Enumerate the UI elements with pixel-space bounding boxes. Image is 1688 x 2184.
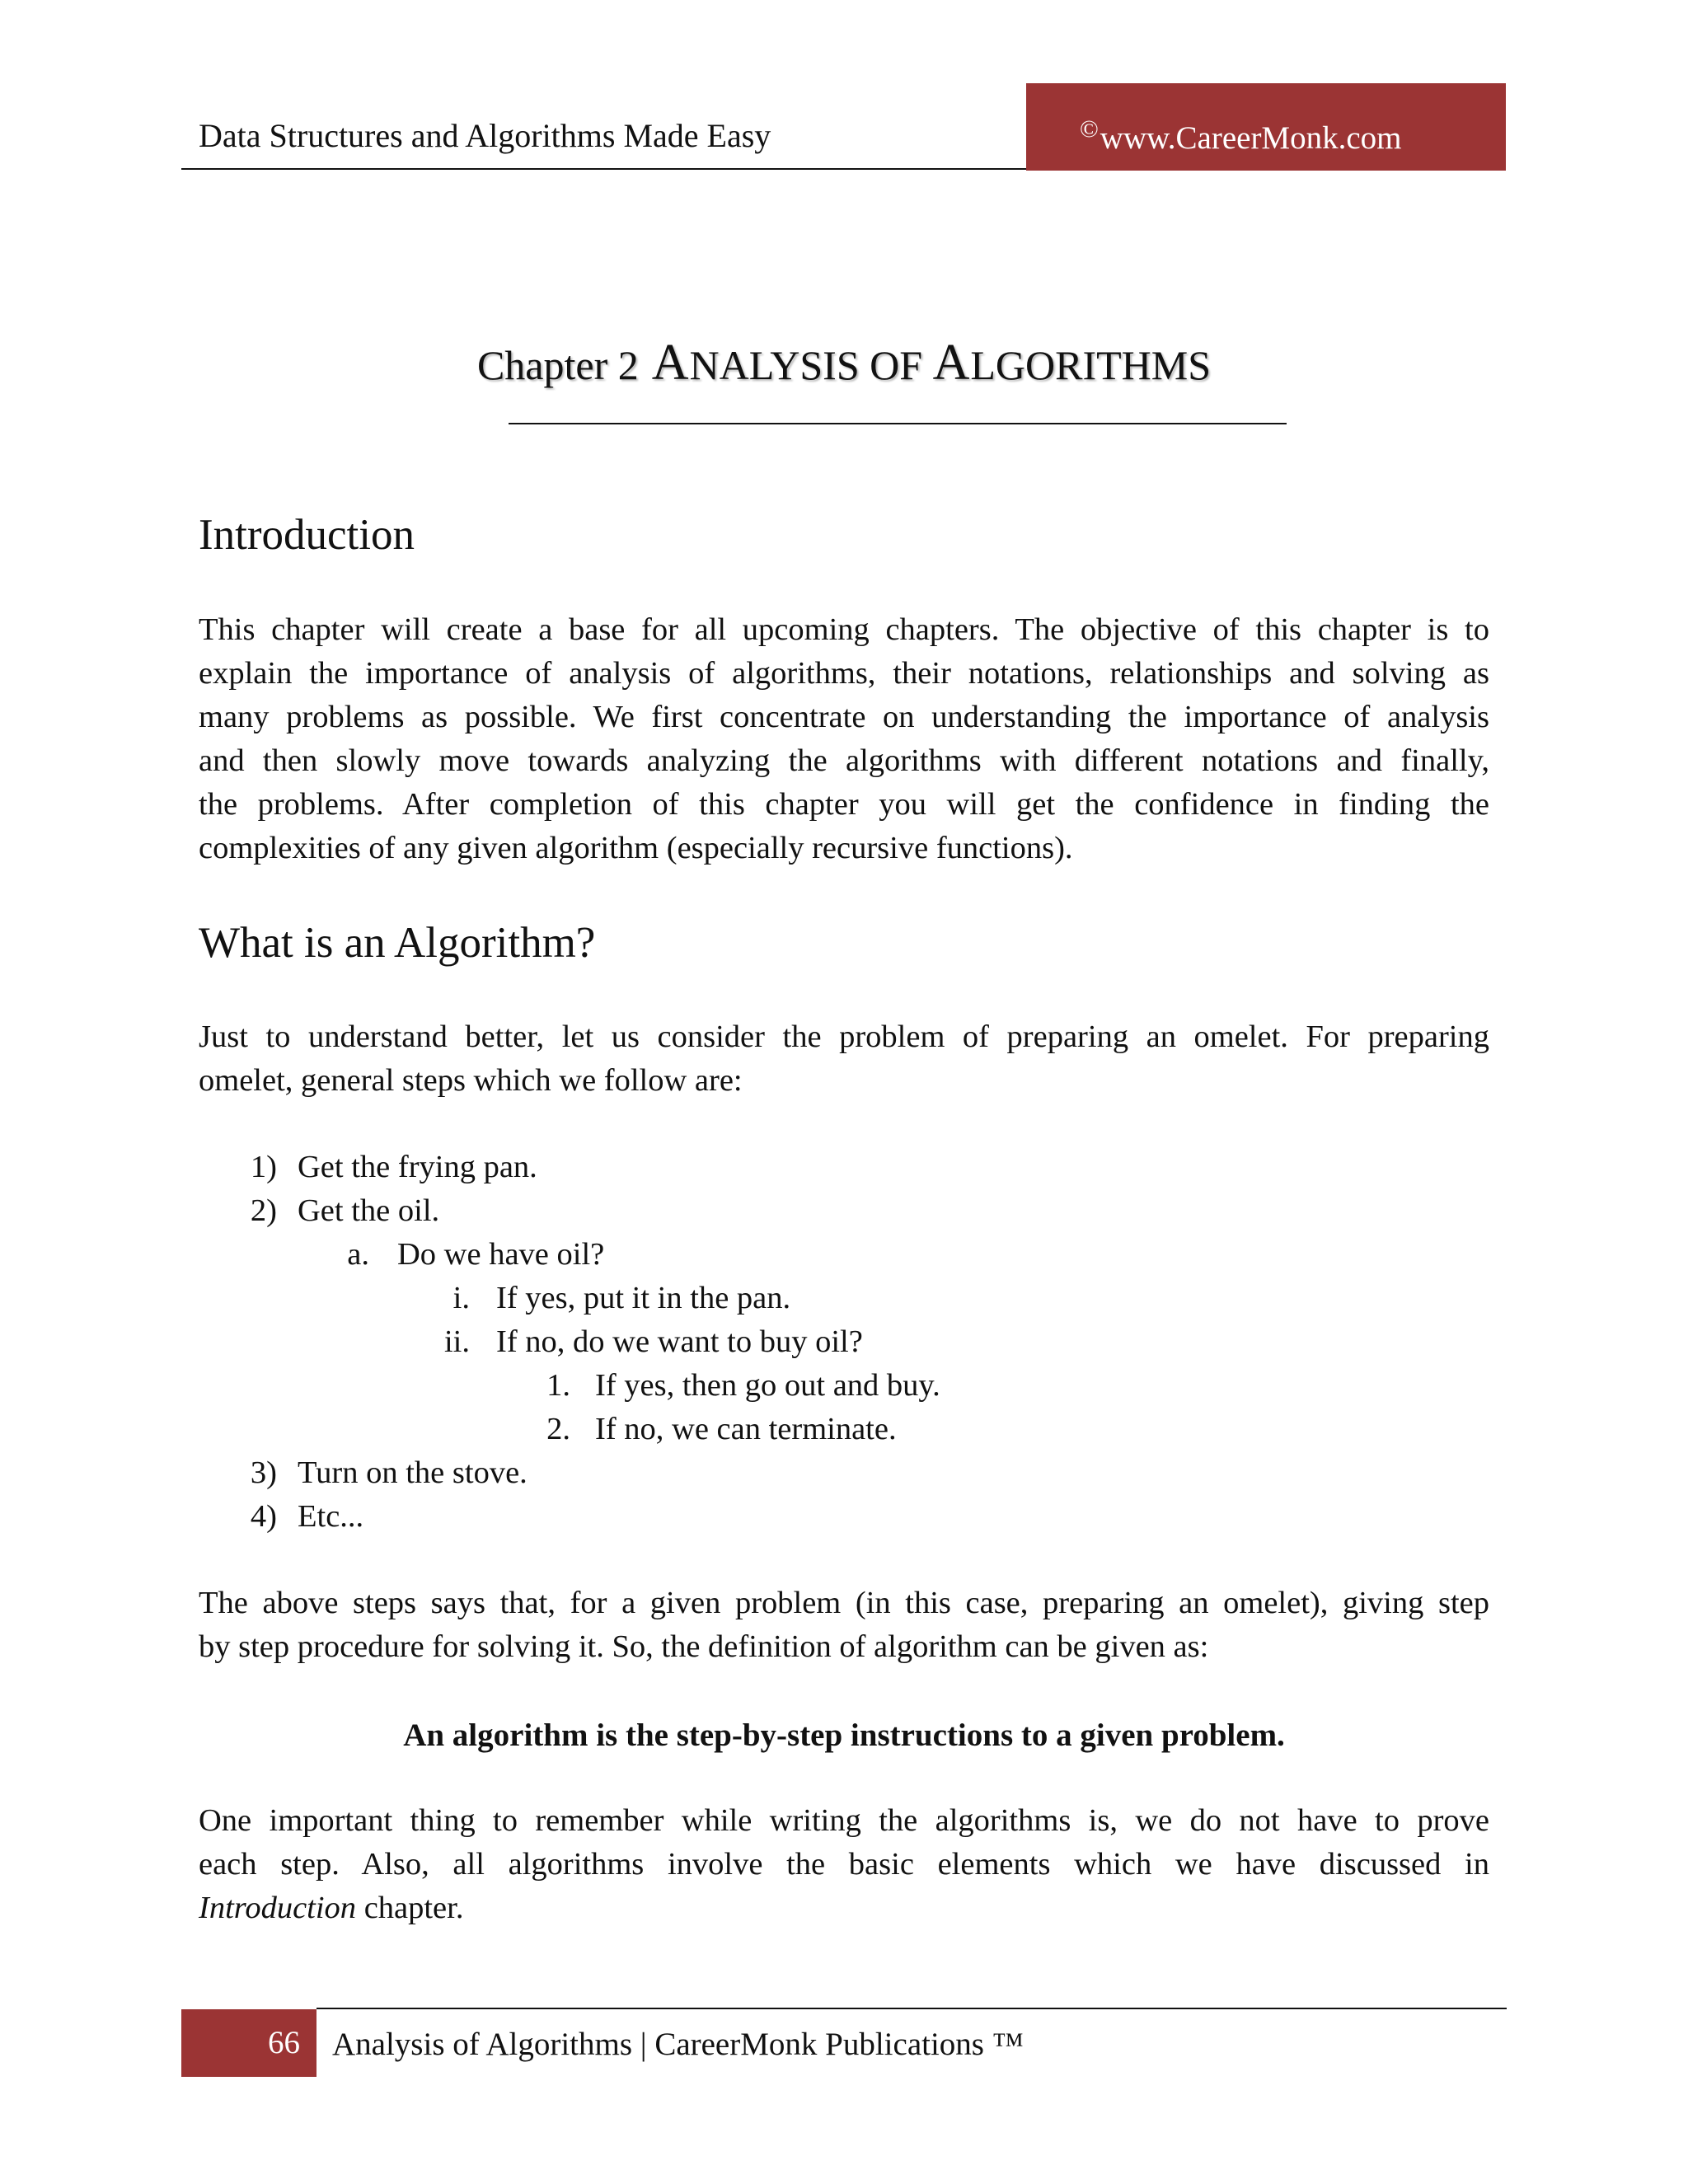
algo-paragraph bbox=[199, 1015, 1489, 1103]
algo-line: omelet, general steps which we follow are: bbox=[199, 1063, 743, 1098]
list-number: ii. bbox=[443, 1324, 470, 1359]
chapter-number: Chapter 2 bbox=[476, 342, 639, 388]
footer-text: Analysis of Algorithms | CareerMonk Publications ™ bbox=[332, 2027, 1024, 2062]
chapter-title bbox=[0, 334, 1688, 394]
intro-line: This chapter will create a base for all upcoming chapters. The objective of this chapter is to bbox=[199, 612, 1489, 647]
list-text: Do we have oil? bbox=[397, 1237, 605, 1272]
copyright-symbol: © bbox=[1080, 115, 1099, 143]
list-number: 1. bbox=[546, 1368, 570, 1403]
list-text: If yes, put it in the pan. bbox=[496, 1281, 791, 1315]
page-number: 66 bbox=[268, 2025, 300, 2060]
chapter-title-rule bbox=[509, 423, 1287, 424]
list-number: i. bbox=[452, 1281, 470, 1315]
algorithm-definition: An algorithm is the step-by-step instructions to a given problem. bbox=[403, 1718, 1285, 1753]
intro-line: the problems. After completion of this chapter you will get the confidence in finding the bbox=[199, 787, 1489, 822]
list-text: If yes, then go out and buy. bbox=[595, 1368, 940, 1403]
list-number: 2. bbox=[546, 1412, 570, 1446]
chapter-title-w3-cap: A bbox=[932, 335, 971, 391]
intro-line: explain the importance of analysis of algorithms, their notations, relationships and solving as bbox=[199, 656, 1489, 691]
footer-rule bbox=[316, 2008, 1507, 2009]
intro-paragraph bbox=[199, 608, 1489, 870]
chapter-title-w3-rest: LGORITHMS bbox=[970, 342, 1212, 388]
list-number: 4) bbox=[250, 1499, 277, 1534]
closing-tail: chapter. bbox=[356, 1891, 464, 1925]
heading-introduction: Introduction bbox=[199, 511, 415, 559]
list-number: 3) bbox=[250, 1455, 277, 1490]
list-number: a. bbox=[347, 1237, 369, 1272]
list-number: 2) bbox=[250, 1193, 277, 1228]
list-text: If no, do we want to buy oil? bbox=[496, 1324, 863, 1359]
list-text: Etc... bbox=[298, 1499, 364, 1534]
closing-paragraph bbox=[199, 1799, 1489, 1930]
algo-line: Just to understand better, let us consider the problem of preparing an omelet. For preparing bbox=[199, 1019, 1489, 1054]
after-steps-line: The above steps says that, for a given problem (in this case, preparing an omelet), giving step bbox=[199, 1586, 1489, 1620]
list-text: Turn on the stove. bbox=[298, 1455, 528, 1490]
header-url bbox=[1080, 110, 1402, 157]
chapter-title-w1-rest: NALYSIS bbox=[689, 342, 860, 388]
list-text: If no, we can terminate. bbox=[595, 1412, 897, 1446]
chapter-title-w2: OF bbox=[870, 342, 923, 388]
introduction-reference: Introduction bbox=[199, 1891, 357, 1925]
after-steps-paragraph bbox=[199, 1582, 1489, 1669]
list-text: Get the oil. bbox=[298, 1193, 440, 1228]
after-steps-line: by step procedure for solving it. So, the definition of algorithm can be given as: bbox=[199, 1629, 1209, 1664]
closing-line: One important thing to remember while writing the algorithms is, we do not have to prove bbox=[199, 1803, 1489, 1838]
closing-line: each step. Also, all algorithms involve the basic elements which we have discussed in bbox=[199, 1847, 1489, 1882]
closing-line-last bbox=[199, 1886, 1489, 1930]
list-number: 1) bbox=[250, 1150, 277, 1184]
chapter-title-w1-cap: A bbox=[651, 335, 690, 391]
list-text: Get the frying pan. bbox=[298, 1150, 537, 1184]
intro-line: many problems as possible. We first concentrate on understanding the importance of analysis bbox=[199, 700, 1489, 734]
intro-line: complexities of any given algorithm (especially recursive functions). bbox=[199, 831, 1073, 865]
heading-what-is-algorithm: What is an Algorithm? bbox=[199, 919, 596, 967]
intro-line: and then slowly move towards analyzing the algorithms with different notations and finally, bbox=[199, 743, 1489, 778]
header-url-text: www.CareerMonk.com bbox=[1100, 120, 1402, 156]
header-rule bbox=[181, 168, 1026, 170]
running-header-title: Data Structures and Algorithms Made Easy bbox=[199, 117, 771, 154]
